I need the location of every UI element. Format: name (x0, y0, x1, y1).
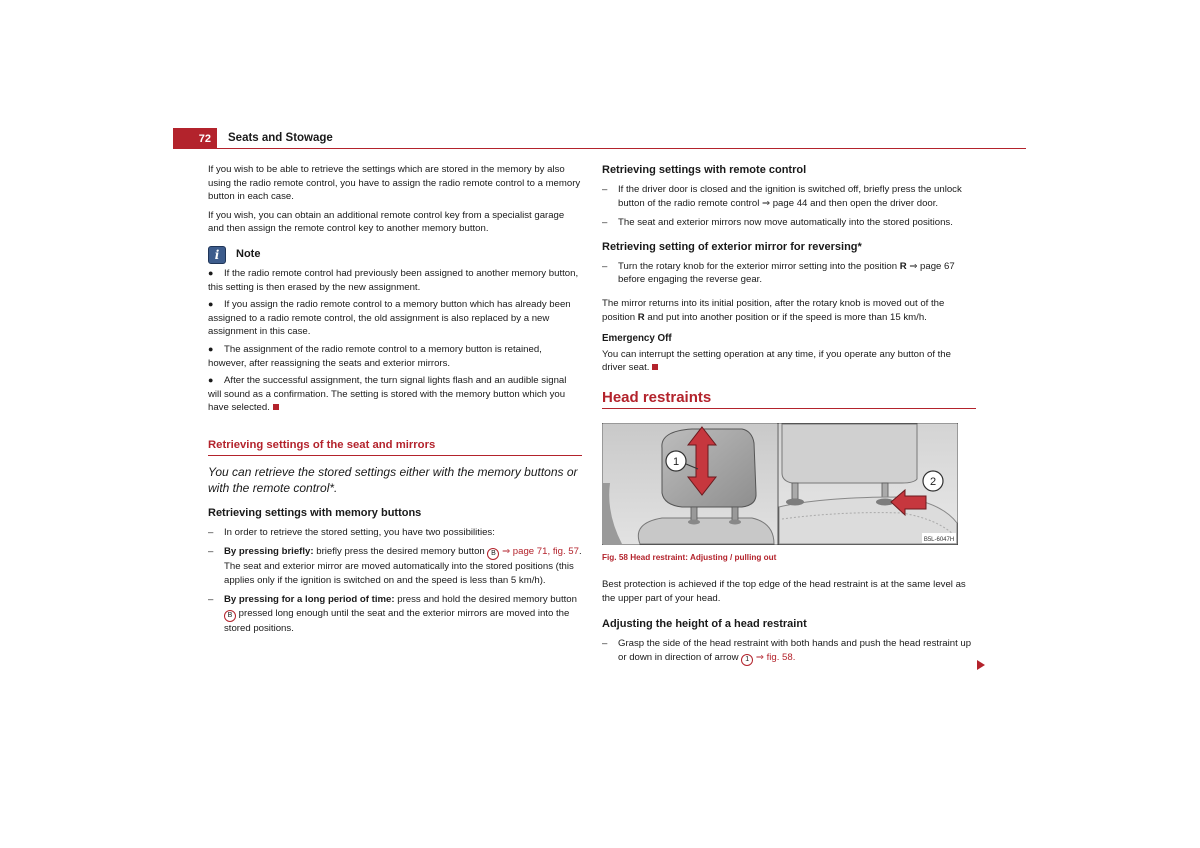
section-heading: Head restraints (602, 391, 976, 409)
step-item: – The seat and exterior mirrors now move automatically into the stored positions. (602, 216, 976, 230)
header-rule (217, 148, 1026, 149)
figure-label-1: 1 (672, 455, 680, 468)
step-item: – Turn the rotary knob for the exterior mirror setting into the position R ⇒ page 67 before engaging the reverse gear. (602, 260, 976, 287)
figure-link[interactable]: fig. 57 (552, 546, 579, 558)
figure-label-2: 2 (929, 475, 937, 488)
head-restraint-illustration (602, 423, 958, 545)
subheading: Emergency Off (602, 333, 672, 345)
page-link[interactable]: ⇒ page 67 (909, 260, 955, 272)
bullet-icon: ● (208, 343, 214, 354)
note-header (208, 246, 582, 264)
note-item: ● After the successful assignment, the turn signal lights flash and an audible signal will sound as a confirmation. The setting is stored with the memory button which you have selected. (208, 375, 567, 414)
memory-button-b-icon: B (487, 548, 499, 560)
bullet-icon: ● (208, 267, 214, 278)
next-page-arrow-icon[interactable] (977, 660, 985, 670)
arrow-1-icon: 1 (741, 654, 753, 666)
end-marker-icon (652, 364, 658, 370)
note-item: ● The assignment of the radio remote control to a memory button is retained, however, after reassigning the seats and exterior mirrors. (208, 343, 542, 369)
page-link[interactable]: ⇒ page 71, (502, 546, 551, 558)
page-header (173, 128, 1026, 149)
page-link[interactable]: ⇒ page 44 (762, 197, 808, 209)
subheading: Retrieving settings with memory buttons (208, 506, 422, 519)
chapter-title: Seats and Stowage (228, 132, 333, 144)
note-item: ● If you assign the radio remote control to a memory button which has already been assigned to a radio remote control, the old assignment is also replaced by a new assignment in this case. (208, 299, 571, 338)
step-item: – Grasp the side of the head restraint with both hands and push the head restraint up or down in direction of arrow 1 ⇒ fig. 58. (602, 637, 976, 666)
figure-caption: Fig. 58 Head restraint: Adjusting / pulling out (602, 552, 777, 562)
subheading: Retrieving settings with remote control (602, 164, 807, 176)
paragraph: If you wish, you can obtain an additional remote control key from a specialist garage and then assign the remote control key to another memory button. (208, 209, 565, 235)
left-column (208, 163, 582, 641)
step-item: – By pressing for a long period of time: press and hold the desired memory button B pressed long enough until the seat and the exterior mirrors are moved into the stored positions. (208, 593, 582, 635)
paragraph: The mirror returns into its initial position, after the rotary knob is moved out of the position R and put into another position or if the speed is more than 15 km/h. (602, 297, 945, 323)
reverse-position-symbol: R (899, 260, 907, 272)
section-heading: Retrieving settings of the seat and mirrors (208, 439, 582, 456)
note-item: ● If the radio remote control had previously been assigned to another memory button, this setting is then erased by the new assignment. (208, 267, 579, 293)
paragraph: You can interrupt the setting operation at any time, if you operate any button of the driver seat. (602, 348, 951, 374)
head-restraint-figure (602, 423, 958, 545)
paragraph: Best protection is achieved if the top edge of the head restraint is at the same level as the upper part of your head. (602, 579, 966, 604)
end-marker-icon (273, 404, 279, 410)
figure-link[interactable]: ⇒ fig. 58. (755, 651, 796, 663)
step-item: – In order to retrieve the stored setting, you have two possibilities: (208, 526, 582, 540)
bullet-icon: ● (208, 299, 214, 310)
section-intro: You can retrieve the stored settings either with the memory buttons or with the remote control*. (208, 464, 578, 495)
page-number: 72 (173, 128, 217, 149)
right-column (602, 163, 976, 672)
paragraph: If you wish to be able to retrieve the settings which are stored in the memory by also using the radio remote control, you have to assign the radio remote control to a memory button in each case. (208, 164, 581, 203)
subheading: Retrieving setting of exterior mirror for reversing* (602, 240, 862, 253)
info-icon: i (208, 246, 226, 264)
reverse-position-symbol: R (637, 311, 645, 323)
bullet-icon: ● (208, 375, 214, 386)
subheading: Adjusting the height of a head restraint (602, 618, 807, 631)
figure-code: B5L-6047H (923, 536, 955, 543)
step-item: – If the driver door is closed and the ignition is switched off, briefly press the unlock button of the radio remote control ⇒ page 44 and then open the driver door. (602, 183, 976, 210)
step-item: – By pressing briefly: briefly press the desired memory button B ⇒ page 71, fig. 57. The seat and exterior mirror are moved automatically into the stored positions (this applies only if the ignition is switched on and the speed is less than 5 km/h). (208, 545, 582, 587)
memory-button-b-icon: B (224, 610, 236, 622)
note-title: Note (236, 248, 261, 261)
